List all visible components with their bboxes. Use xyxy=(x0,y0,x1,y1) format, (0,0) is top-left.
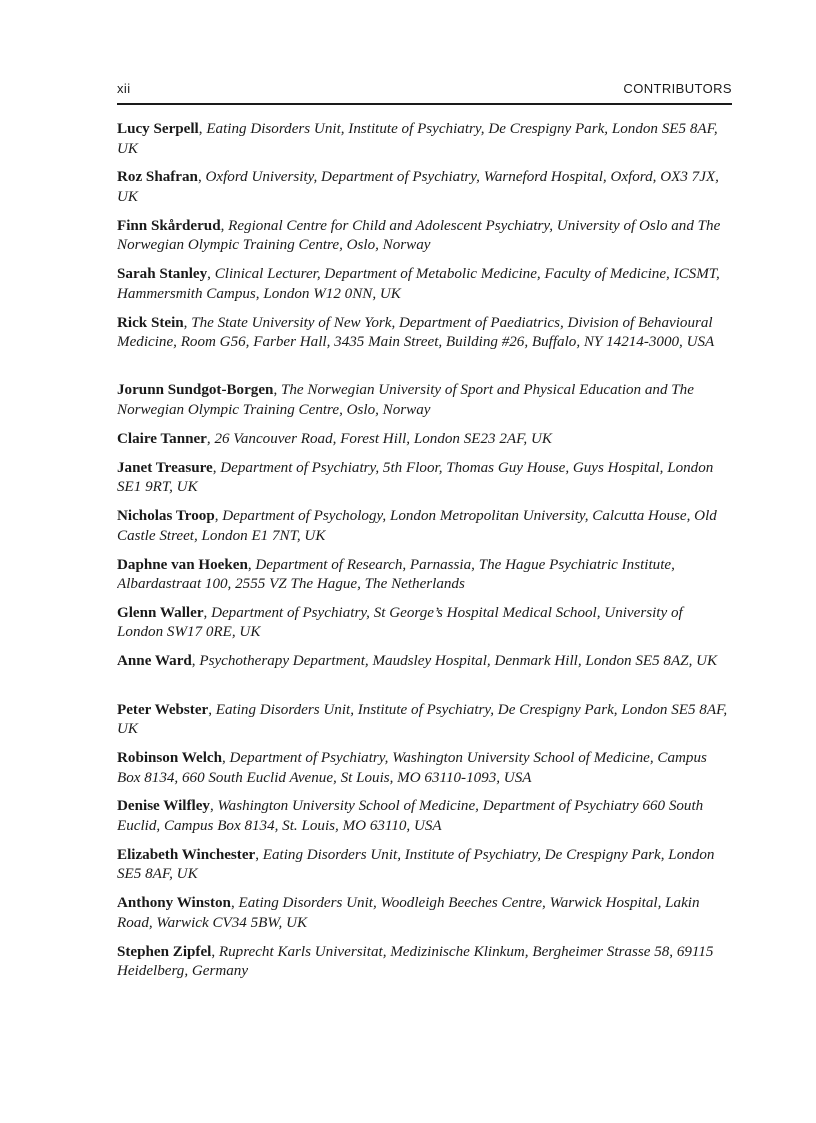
contributor-affiliation: Eating Disorders Unit, Woodleigh Beeches Centre, Warwick Hospital, Lakin Road, Warwick CV34 5BW, UK xyxy=(117,895,700,931)
contributor-name: Jorunn Sundgot-Borgen xyxy=(117,382,274,399)
contributor-entry xyxy=(117,314,732,373)
contributor-affiliation: Eating Disorders Unit, Institute of Psychiatry, De Crespigny Park, London SE5 8AF, UK xyxy=(117,121,718,157)
contributor-entry xyxy=(117,894,732,933)
contributor-name: Robinson Welch xyxy=(117,750,222,767)
contributor-name: Roz Shafran xyxy=(117,169,198,186)
contributor-name: Elizabeth Winchester xyxy=(117,846,256,863)
contributor-entry xyxy=(117,120,732,159)
contributor-affiliation: Psychotherapy Department, Maudsley Hospital, Denmark Hill, London SE5 8AZ, UK xyxy=(199,653,718,670)
contributor-affiliation: The State University of New York, Department of Paediatrics, Division of Behavioural Medicine, Room G56, Farber Hall, 3435 Main Street, Building #26, Buffalo, NY 14214-3000, USA xyxy=(117,314,715,351)
contributor-name: Anthony Winston xyxy=(117,895,231,912)
contributor-affiliation: Department of Psychiatry, St George’s Hospital Medical School, University of London SW17 0RE, UK xyxy=(117,604,683,641)
contributor-name: Denise Wilfley xyxy=(117,798,210,815)
header-rule xyxy=(117,103,732,105)
contributor-name: Janet Treasure xyxy=(117,459,213,476)
page-number: xii xyxy=(117,81,131,96)
contributor-entry xyxy=(117,701,732,740)
name-separator: , xyxy=(214,508,223,525)
name-separator: , xyxy=(209,798,218,815)
name-separator: , xyxy=(206,430,215,447)
name-separator: , xyxy=(197,169,206,186)
contributor-entry xyxy=(117,381,732,420)
contributor-name: Anne Ward xyxy=(117,653,192,670)
name-separator: , xyxy=(191,653,200,670)
name-separator: , xyxy=(273,382,281,399)
contributor-entry xyxy=(117,168,732,207)
contributor-entry xyxy=(117,430,732,450)
contributor-name: Rick Stein xyxy=(117,314,184,331)
contributor-affiliation: Department of Psychiatry, Washington University School of Medicine, Campus Box 8134, 660 South Euclid Avenue, St Louis, MO 63110-1093, USA xyxy=(117,750,707,786)
contributor-affiliation: 26 Vancouver Road, Forest Hill, London SE23 2AF, UK xyxy=(214,430,552,447)
name-separator: , xyxy=(208,701,216,718)
name-separator: , xyxy=(212,459,221,476)
contributor-entry xyxy=(117,556,732,595)
contributor-entry xyxy=(117,797,732,836)
name-separator: , xyxy=(183,314,192,331)
name-separator: , xyxy=(220,217,229,234)
contributor-affiliation: The Norwegian University of Sport and Physical Education and The Norwegian Olympic Training Centre, Oslo, Norway xyxy=(117,382,694,418)
contributor-affiliation: Department of Research, Parnassia, The Hague Psychiatric Institute, Albardastraat 100, 2555 VZ The Hague, The Netherlands xyxy=(117,556,675,593)
name-separator: , xyxy=(230,895,239,912)
contributor-entry xyxy=(117,652,732,691)
name-separator: , xyxy=(222,750,230,767)
contributor-affiliation: Regional Centre for Child and Adolescent Psychiatry, University of Oslo and The Norwegian Olympic Training Centre, Oslo, Norway xyxy=(117,217,721,254)
contributor-name: Nicholas Troop xyxy=(117,508,215,525)
name-separator: , xyxy=(207,266,215,283)
contributor-affiliation: Clinical Lecturer, Department of Metabolic Medicine, Faculty of Medicine, ICSMT, Hammersmith Campus, London W12 0NN, UK xyxy=(117,266,720,302)
contributor-affiliation: Department of Psychiatry, 5th Floor, Thomas Guy House, Guys Hospital, London SE1 9RT, UK xyxy=(117,459,714,496)
contributor-entry xyxy=(117,217,732,256)
contributor-entry xyxy=(117,749,732,788)
contributor-name: Glenn Waller xyxy=(117,604,204,621)
contributor-entry xyxy=(117,507,732,546)
contributor-affiliation: Eating Disorders Unit, Institute of Psychiatry, De Crespigny Park, London SE5 8AF, UK xyxy=(117,701,728,738)
contributor-name: Lucy Serpell xyxy=(117,121,199,137)
name-separator: , xyxy=(247,556,256,573)
contributor-entry xyxy=(117,846,732,885)
contributor-name: Peter Webster xyxy=(117,701,209,718)
contributor-affiliation: Department of Psychology, London Metropolitan University, Calcutta House, Old Castle Street, London E1 7NT, UK xyxy=(117,508,717,544)
contributor-name: Finn Skårderud xyxy=(117,217,221,234)
running-head xyxy=(117,81,732,99)
contributor-entry xyxy=(117,265,732,304)
contributor-affiliation: Eating Disorders Unit, Institute of Psychiatry, De Crespigny Park, London SE5 8AF, UK xyxy=(117,846,715,883)
contributor-entry xyxy=(117,943,732,982)
name-separator: , xyxy=(203,604,212,621)
contributor-affiliation: Ruprecht Karls Universitat, Medizinische Klinkum, Bergheimer Strasse 58, 69115 Heidelberg, Germany xyxy=(117,943,714,980)
contributor-affiliation: Washington University School of Medicine, Department of Psychiatry 660 South Euclid, Campus Box 8134, St. Louis, MO 63110, USA xyxy=(117,798,704,834)
contributor-name: Sarah Stanley xyxy=(117,266,208,283)
contributor-list xyxy=(117,120,732,991)
contributor-entry xyxy=(117,604,732,643)
contributor-name: Daphne van Hoeken xyxy=(117,556,248,573)
contributor-entry xyxy=(117,459,732,498)
contributor-name: Claire Tanner xyxy=(117,430,207,447)
running-title: CONTRIBUTORS xyxy=(623,81,732,96)
name-separator: , xyxy=(211,943,219,960)
contributor-affiliation: Oxford University, Department of Psychiatry, Warneford Hospital, Oxford, OX3 7JX, UK xyxy=(117,169,719,205)
contributor-name: Stephen Zipfel xyxy=(117,943,212,960)
name-separator: , xyxy=(198,121,207,137)
name-separator: , xyxy=(255,846,263,863)
